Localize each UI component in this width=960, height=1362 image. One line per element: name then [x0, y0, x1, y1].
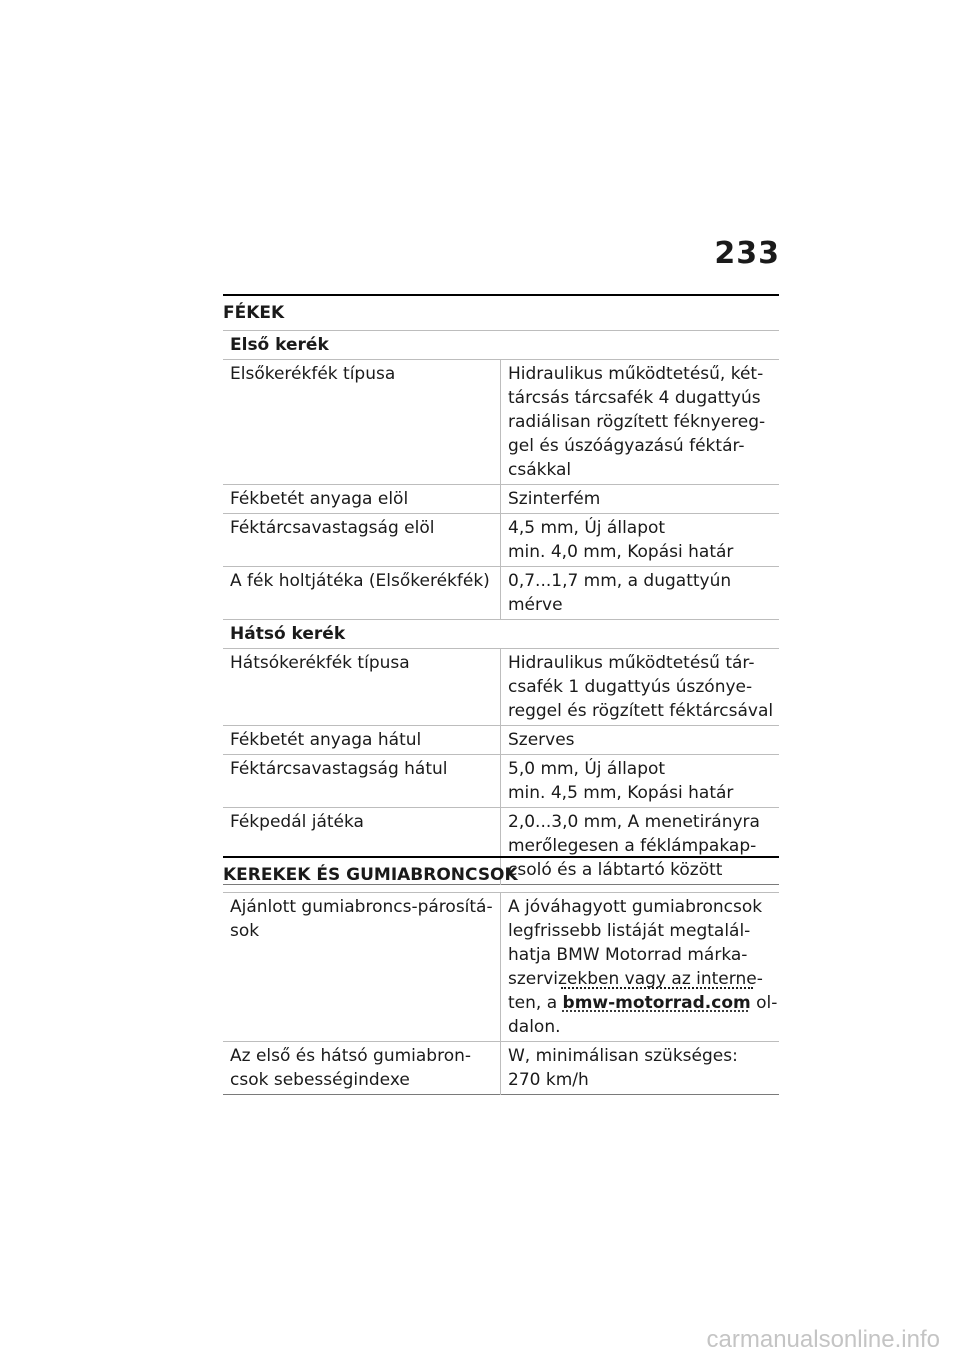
row-value: Hidraulikus működtetésű tár- csafék 1 dugattyús úszónye- reggel és rögzített féktárcsával — [501, 649, 780, 726]
row-label: Féktárcsavastagság elöl — [230, 518, 435, 538]
table-row — [223, 649, 779, 726]
bmw-motorrad-link[interactable]: bmw-motorrad.com — [562, 993, 751, 1013]
subheading-row — [223, 331, 779, 360]
row-value: Hidraulikus működtetésű, két- tárcsás tárcsafék 4 dugattyús radiálisan rögzített féknyereg- gel és úszóágyazású féktár- csákkal — [501, 360, 780, 485]
row-value: 0,7...1,7 mm, a dugattyún mérve — [501, 567, 780, 620]
brakes-table — [223, 330, 779, 885]
subheading-row — [223, 620, 779, 649]
row-label: Fékbetét anyaga elöl — [230, 489, 409, 509]
table-row — [223, 1042, 779, 1095]
page-number: 233 — [714, 236, 780, 271]
row-value: Szinterfém — [501, 485, 780, 514]
section-title-tyres: KEREKEK ÉS GUMIABRONCSOK — [223, 865, 518, 885]
row-label: Hátsókerékfék típusa — [230, 653, 410, 673]
row-value: W, minimálisan szükséges: 270 km/h — [501, 1042, 780, 1095]
table-row — [223, 893, 779, 1042]
tyres-table — [223, 892, 779, 1095]
row-value-text: A jóváhagyott gumiabroncsok legfrissebb listáját megtalál- hatja BMW Motorrad márka- szervizekben vagy az interne- ten, a — [508, 897, 763, 1013]
watermark: carmanualsonline.info — [706, 1326, 940, 1353]
table-row — [223, 360, 779, 485]
row-value-text: ol- dalon. — [508, 993, 778, 1037]
subheading-front: Első kerék — [230, 335, 329, 355]
row-value: 5,0 mm, Új állapot min. 4,5 mm, Kopási határ — [501, 755, 780, 808]
row-label: Fékbetét anyaga hátul — [230, 730, 422, 750]
row-label: Ajánlott gumiabroncs-párosítá- sok — [230, 897, 493, 941]
row-label: A fék holtjátéka (Elsőkerékfék) — [230, 571, 490, 591]
row-label: Féktárcsavastagság hátul — [230, 759, 448, 779]
brakes-section — [223, 294, 779, 885]
subheading-rear: Hátsó kerék — [230, 624, 346, 644]
table-row — [223, 485, 779, 514]
row-value: 2,0...3,0 mm, A menetirányra merőlegesen a féklámpakap- csoló és a lábtartó között — [501, 808, 780, 885]
row-label: Elsőkerékfék típusa — [230, 364, 396, 384]
row-value — [501, 893, 780, 1042]
section-title-brakes: FÉKEK — [223, 303, 285, 323]
table-row — [223, 726, 779, 755]
table-row — [223, 567, 779, 620]
row-label: Fékpedál játéka — [230, 812, 364, 832]
table-row — [223, 514, 779, 567]
row-value: Szerves — [501, 726, 780, 755]
row-label: Az első és hátsó gumiabron- csok sebességindexe — [230, 1046, 472, 1090]
tyres-section — [223, 856, 779, 1095]
table-row — [223, 755, 779, 808]
row-value: 4,5 mm, Új állapot min. 4,0 mm, Kopási határ — [501, 514, 780, 567]
